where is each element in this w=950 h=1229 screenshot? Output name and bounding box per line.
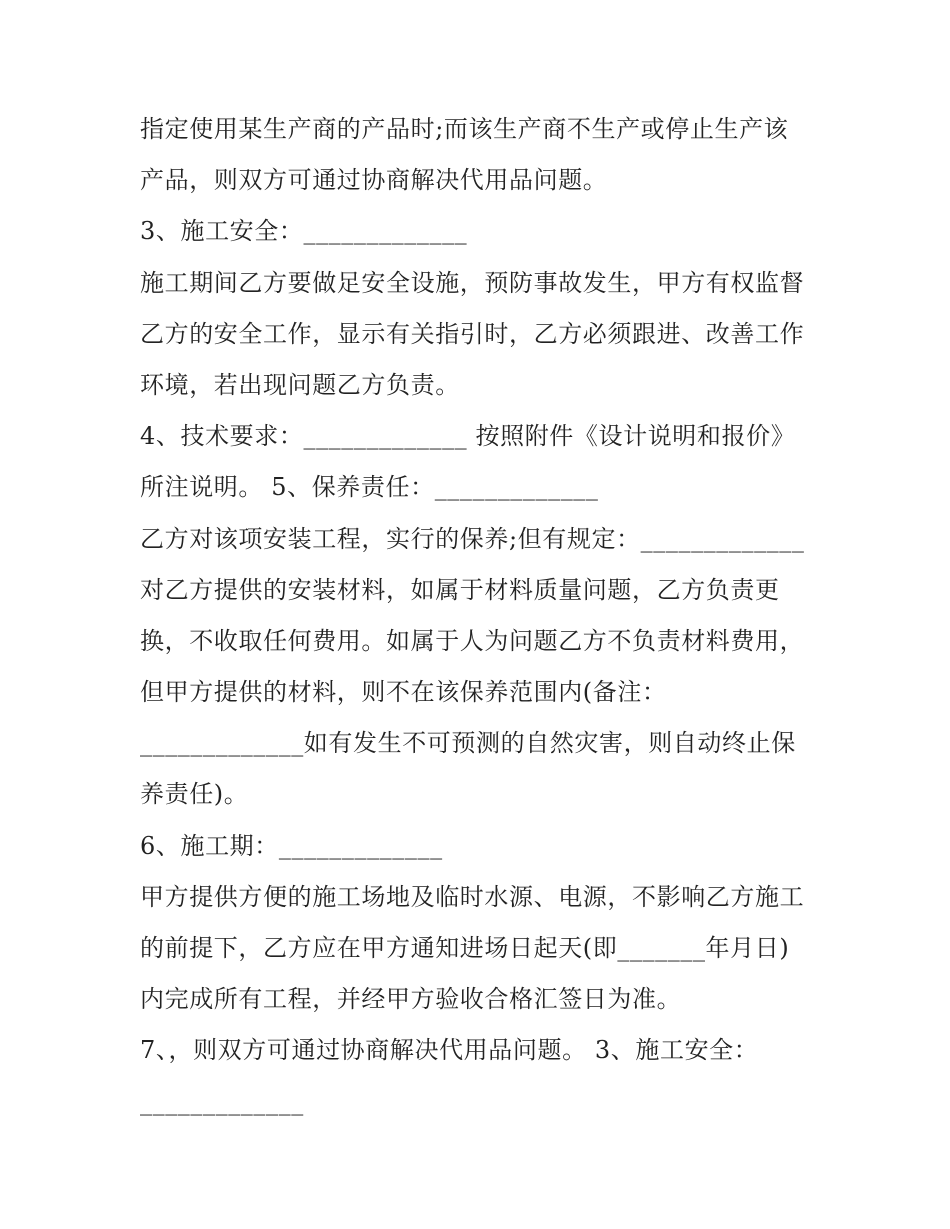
text-line: 的前提下，乙方应在甲方通知进场日起天(即_______年月日) — [140, 934, 790, 962]
clause-6-heading: 6、施工期：_____________ — [140, 831, 443, 860]
text-line: 对乙方提供的安装材料，如属于材料质量问题，乙方负责更 — [140, 575, 780, 604]
text-line: 指定使用某生产商的产品时;而该生产商不生产或停止生产该 — [140, 115, 789, 143]
blank-field: _____________ — [140, 1087, 304, 1116]
text-line: 产品，则双方可通过协商解决代用品问题。 — [140, 166, 608, 195]
clause-5-heading: 所注说明。 5、保养责任：_____________ — [140, 473, 599, 502]
text-line: 内完成所有工程，并经甲方验收合格汇签日为准。 — [140, 985, 682, 1014]
text-line: 但甲方提供的材料，则不在该保养范围内(备注： — [140, 678, 667, 707]
text-line: 环境，若出现问题乙方负责。 — [140, 370, 460, 399]
text-line: 换，不收取任何费用。如属于人为问题乙方不负责材料费用， — [140, 626, 805, 655]
clause-7-heading: 7、，则双方可通过协商解决代用品问题。 3、施工安全： — [140, 1036, 759, 1065]
text-line: 养责任)。 — [140, 780, 249, 809]
text-line: _____________如有发生不可预测的自然灾害，则自动终止保 — [140, 729, 796, 758]
text-line: 乙方对该项安装工程，实行的保养;但有规定：_____________ — [140, 524, 805, 553]
text-line: 乙方的安全工作，显示有关指引时，乙方必须跟进、改善工作 — [140, 319, 805, 348]
clause-3-heading: 3、施工安全：_____________ — [140, 217, 468, 246]
text-line: 甲方提供方便的施工场地及临时水源、电源，不影响乙方施工 — [140, 882, 805, 911]
contract-text — [140, 104, 830, 1128]
text-line: 施工期间乙方要做足安全设施，预防事故发生，甲方有权监督 — [140, 268, 805, 297]
clause-4-heading: 4、技术要求：_____________ 按照附件《设计说明和报价》 — [140, 422, 796, 451]
